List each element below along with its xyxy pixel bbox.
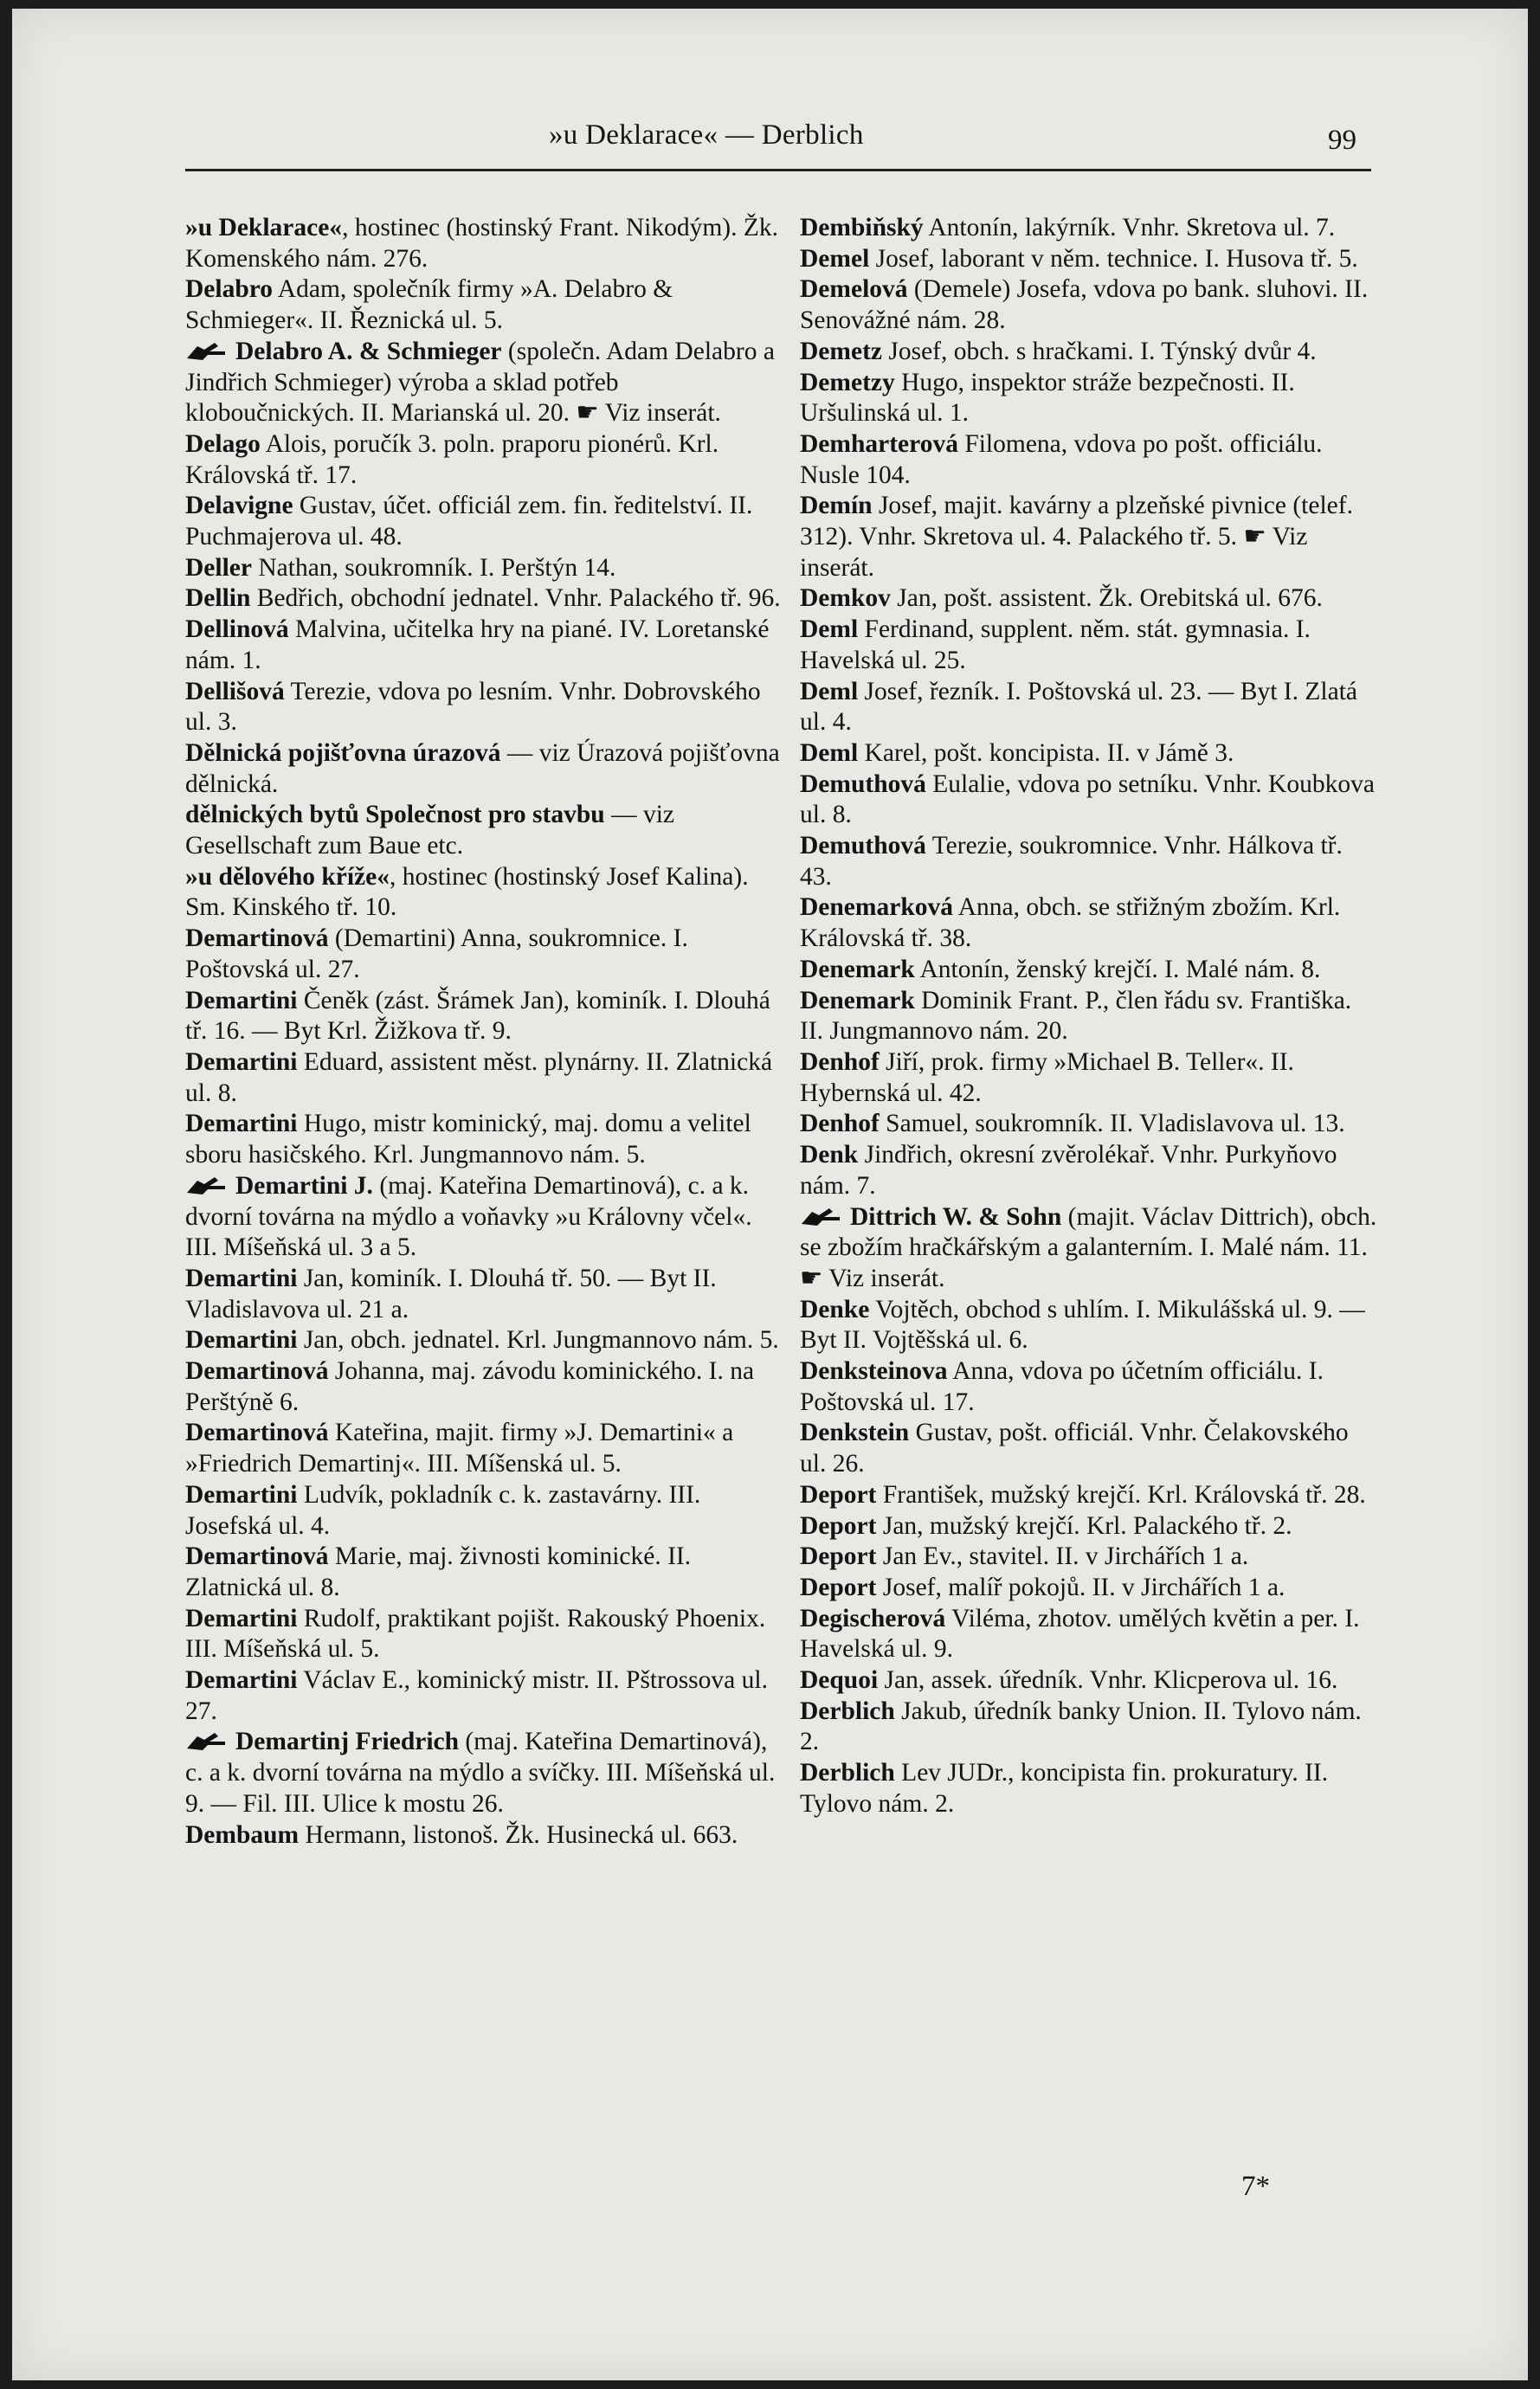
- directory-entry: [185, 274, 787, 336]
- pointing-hand-icon: [185, 1175, 229, 1196]
- pointing-hand-icon: [800, 1207, 843, 1227]
- directory-entry: [185, 1356, 787, 1418]
- entry-name: Denke: [800, 1295, 870, 1323]
- entry-name: Demharterová: [800, 429, 958, 458]
- directory-entry: [800, 1202, 1380, 1295]
- entry-name: Denemarková: [800, 893, 953, 922]
- directory-entry: [800, 1542, 1380, 1573]
- entry-name: Dembiňský: [800, 214, 924, 241]
- directory-entry: [800, 1665, 1380, 1697]
- entry-details: Josef, majit. kavárny a plzeňské pivnice (telef. 312). Vnhr. Skretova ul. 4. Palackého tř. 5. ☛ Viz inserát.: [800, 492, 1353, 582]
- header-rule: [185, 169, 1371, 171]
- directory-entry: [185, 429, 787, 491]
- directory-entry: [185, 553, 787, 584]
- entry-name: Demartinj Friedrich: [235, 1728, 460, 1756]
- entry-name: Demartini: [185, 1264, 298, 1292]
- entry-details: Hermann, listonoš. Žk. Husinecká ul. 663.: [299, 1820, 738, 1849]
- directory-entry: [800, 1573, 1380, 1604]
- entry-name: Demartinová: [185, 1357, 329, 1386]
- directory-entry: [800, 770, 1380, 831]
- entry-details: Filomena, vdova po pošt. officiálu. Nusle 104.: [800, 429, 1323, 489]
- directory-entry: [800, 677, 1380, 738]
- entry-name: Dělnická pojišťovna úrazová: [185, 738, 501, 767]
- directory-entry: [800, 429, 1380, 491]
- entry-details: Jan, pošt. assistent. Žk. Orebitská ul. 676.: [890, 584, 1323, 613]
- entry-name: Demartinová: [185, 924, 329, 953]
- entry-name: Demartinová: [185, 1542, 329, 1571]
- entry-name: Delabro A. & Schmieger: [235, 337, 502, 365]
- entry-name: Demkov: [800, 584, 891, 613]
- pointing-hand-icon: [185, 341, 229, 362]
- directory-entry: [185, 1820, 787, 1851]
- entry-name: Demetz: [800, 337, 882, 365]
- entry-details: Václav E., kominický mistr. II. Pštrossova ul. 27.: [185, 1666, 768, 1725]
- entry-details: (Demele) Josefa, vdova po bank. sluhovi. II. Senovážné nám. 28.: [800, 275, 1369, 335]
- directory-entry: [185, 924, 787, 985]
- directory-entry: [185, 1171, 787, 1264]
- entry-details: Jakub, úředník banky Union. II. Tylovo nám. 2.: [800, 1697, 1362, 1756]
- directory-entry: [185, 1325, 787, 1356]
- entry-name: dělnických bytů Společnost pro stavbu: [185, 801, 605, 829]
- entry-details: — viz Úrazová pojišťovna dělnická.: [185, 738, 780, 798]
- entry-name: Denkstein: [800, 1419, 910, 1447]
- entry-details: , hostinec (hostinský Frant. Nikodým). Žk. Komenského nám. 276.: [185, 214, 778, 273]
- pointing-hand-icon: [185, 1731, 229, 1752]
- left-column: [185, 213, 787, 1851]
- entry-name: Demartini: [185, 1326, 298, 1355]
- entry-details: (maj. Kateřina Demartinová), c. a k. dvorní továrna na mýdlo a voňavky »u Královny včel«. III. Míšeňská ul. 3 a 5.: [185, 1171, 752, 1262]
- entry-name: Demelová: [800, 275, 908, 304]
- signature-mark: 7*: [1241, 2171, 1270, 2202]
- entry-details: Josef, malíř pokojů. II. v Jirchářích 1 a.: [876, 1573, 1285, 1601]
- entry-details: Samuel, soukromník. II. Vladislavova ul. 13.: [879, 1110, 1345, 1138]
- entry-details: Eulalie, vdova po setníku. Vnhr. Koubkova ul. 8.: [800, 770, 1375, 829]
- directory-entry: [800, 244, 1380, 275]
- entry-name: Derblich: [800, 1697, 895, 1725]
- entry-details: Jan, assek. úředník. Vnhr. Klicperova ul. 16.: [878, 1666, 1338, 1695]
- directory-entry: [800, 831, 1380, 892]
- directory-entry: [800, 615, 1380, 676]
- entry-name: Delago: [185, 429, 261, 458]
- entry-name: Demartini: [185, 1604, 298, 1632]
- directory-entry: [185, 738, 787, 800]
- entry-name: Deport: [800, 1573, 877, 1601]
- directory-entry: [800, 1697, 1380, 1758]
- entry-details: Ludvík, pokladník c. k. zastavárny. III. Josefská ul. 4.: [185, 1480, 701, 1540]
- entry-details: Jindřich, okresní zvěrolékař. Vnhr. Purkyňovo nám. 7.: [800, 1141, 1337, 1200]
- entry-name: Demartini: [185, 1110, 298, 1138]
- directory-entry: [800, 213, 1380, 244]
- directory-entry: [185, 1542, 787, 1603]
- entry-name: Demel: [800, 244, 870, 273]
- directory-entry: [800, 368, 1380, 429]
- directory-entry: [185, 1665, 787, 1727]
- entry-name: Denksteinova: [800, 1357, 948, 1386]
- directory-entry: [185, 986, 787, 1047]
- right-column: [800, 213, 1380, 1820]
- entry-name: Denhof: [800, 1047, 880, 1076]
- entry-details: Josef, laborant v něm. technice. I. Husova tř. 5.: [869, 244, 1358, 273]
- directory-entry: [800, 491, 1380, 583]
- entry-name: Deller: [185, 553, 252, 582]
- entry-details: Rudolf, praktikant pojišt. Rakouský Phoenix. III. Míšeňská ul. 5.: [185, 1604, 766, 1664]
- directory-entry: [800, 1047, 1380, 1109]
- entry-details: Hugo, inspektor stráže bezpečnosti. II. Uršulinská ul. 1.: [800, 368, 1295, 428]
- entry-name: Dellišová: [185, 677, 285, 705]
- entry-details: Terezie, vdova po lesním. Vnhr. Dobrovského ul. 3.: [185, 677, 761, 737]
- directory-entry: [185, 677, 787, 738]
- entry-details: (majit. Václav Dittrich), obch. se zbožím hračkářským a galanterním. I. Malé nám. 11. ☛ Viz inserát.: [800, 1202, 1377, 1292]
- entry-name: Derblich: [800, 1759, 895, 1787]
- directory-entry: [800, 583, 1380, 615]
- directory-entry: [185, 583, 787, 615]
- entry-name: Demartini J.: [235, 1171, 373, 1200]
- entry-name: »u Deklarace«: [185, 214, 343, 241]
- directory-page: [12, 9, 1528, 2380]
- entry-name: Deml: [800, 677, 859, 705]
- directory-entry: [185, 1109, 787, 1170]
- entry-details: Anna, vdova po účetním officiálu. I. Poštovská ul. 17.: [800, 1357, 1324, 1416]
- directory-entry: [800, 955, 1380, 986]
- entry-details: Viléma, zhotov. umělých květin a per. I. Havelská ul. 9.: [800, 1604, 1360, 1664]
- entry-details: Alois, poručík 3. poln. praporu pionérů. Krl. Královská tř. 17.: [185, 429, 719, 489]
- entry-name: Demín: [800, 492, 873, 520]
- directory-entry: [185, 1418, 787, 1479]
- entry-details: Johanna, maj. závodu kominického. I. na Perštýně 6.: [185, 1357, 755, 1416]
- entry-details: Malvina, učitelka hry na piané. IV. Loretanské nám. 1.: [185, 615, 770, 674]
- directory-entry: [185, 615, 787, 676]
- directory-entry: [185, 1264, 787, 1325]
- entry-details: Terezie, soukromnice. Vnhr. Hálkova tř. 43.: [800, 832, 1343, 891]
- entry-details: , hostinec (hostinský Josef Kalina). Sm. Kinského tř. 10.: [185, 862, 749, 922]
- entry-details: Bedřich, obchodní jednatel. Vnhr. Palackého tř. 96.: [250, 584, 781, 613]
- directory-entry: [800, 337, 1380, 368]
- entry-name: Demartinová: [185, 1419, 329, 1447]
- entry-details: Čeněk (zást. Šrámek Jan), kominík. I. Dlouhá tř. 16. — Byt Krl. Žižkova tř. 9.: [185, 986, 770, 1046]
- entry-details: Vojtěch, obchod s uhlím. I. Mikulášská ul. 9. — Byt II. Vojtěšská ul. 6.: [800, 1295, 1365, 1355]
- entry-details: Jan, mužský krejčí. Krl. Palackého tř. 2.: [876, 1511, 1292, 1540]
- directory-entry: [800, 1418, 1380, 1479]
- directory-entry: [185, 213, 787, 274]
- directory-entry: [800, 986, 1380, 1047]
- directory-entry: [800, 1109, 1380, 1140]
- entry-details: Gustav, pošt. officiál. Vnhr. Čelakovského ul. 26.: [800, 1419, 1349, 1478]
- entry-name: Dellin: [185, 584, 251, 613]
- page-number: 99: [1328, 125, 1356, 156]
- entry-name: Deml: [800, 738, 859, 767]
- entry-name: Deport: [800, 1542, 877, 1571]
- entry-details: František, mužský krejčí. Krl. Královská tř. 28.: [876, 1480, 1366, 1509]
- entry-details: Lev JUDr., koncipista fin. prokuratury. II. Tylovo nám. 2.: [800, 1759, 1329, 1818]
- directory-entry: [185, 1727, 787, 1819]
- entry-details: (Demartini) Anna, soukromnice. I. Poštovská ul. 27.: [185, 924, 688, 983]
- entry-details: Jan Ev., stavitel. II. v Jirchářích 1 a.: [876, 1542, 1249, 1571]
- entry-details: Marie, maj. živnosti kominické. II. Zlatnická ul. 8.: [185, 1542, 692, 1601]
- directory-entry: [800, 738, 1380, 770]
- entry-details: (maj. Kateřina Demartinová), c. a k. dvorní továrna na mýdlo a svíčky. III. Míšeňská ul. 9. — Fil. III. Ulice k mostu 26.: [185, 1728, 776, 1818]
- running-header: »u Deklarace« — Derblich: [549, 119, 864, 151]
- directory-entry: [185, 491, 787, 552]
- directory-entry: [800, 1511, 1380, 1542]
- entry-details: — viz Gesellschaft zum Baue etc.: [185, 801, 674, 860]
- entry-name: Denemark: [800, 986, 915, 1014]
- entry-name: Dittrich W. & Sohn: [850, 1202, 1062, 1231]
- entry-details: Adam, společník firmy »A. Delabro & Schmieger«. II. Řeznická ul. 5.: [185, 275, 673, 335]
- directory-entry: [800, 892, 1380, 954]
- entry-details: Dominik Frant. P., člen řádu sv. Františka. II. Jungmannovo nám. 20.: [800, 986, 1352, 1046]
- entry-details: Gustav, účet. officiál zem. fin. ředitelství. II. Puchmajerova ul. 48.: [185, 492, 753, 551]
- directory-entry: [800, 1604, 1380, 1665]
- entry-name: Degischerová: [800, 1604, 946, 1632]
- entry-details: Kateřina, majit. firmy »J. Demartini« a »Friedrich Demartinj«. III. Míšenská ul. 5.: [185, 1419, 734, 1478]
- directory-entry: [185, 1480, 787, 1542]
- entry-details: Antonín, ženský krejčí. I. Malé nám. 8.: [914, 955, 1321, 983]
- entry-name: Demartini: [185, 1480, 298, 1509]
- entry-details: Antonín, lakýrník. Vnhr. Skretova ul. 7.: [923, 214, 1336, 241]
- entry-name: Demetzy: [800, 368, 895, 396]
- directory-entry: [185, 1047, 787, 1109]
- entry-name: Dembaum: [185, 1820, 300, 1849]
- directory-entry: [800, 1758, 1380, 1819]
- entry-details: Jan, kominík. I. Dlouhá tř. 50. — Byt II. Vladislavova ul. 21 a.: [185, 1264, 717, 1323]
- entry-name: Deport: [800, 1480, 877, 1509]
- entry-name: Denhof: [800, 1110, 880, 1138]
- directory-entry: [185, 337, 787, 429]
- directory-entry: [185, 1604, 787, 1665]
- entry-details: Josef, řezník. I. Poštovská ul. 23. — Byt I. Zlatá ul. 4.: [800, 677, 1357, 737]
- entry-details: (společn. Adam Delabro a Jindřich Schmieger) výroba a sklad potřeb kloboučnických. II. Marianská ul. 20. ☛ Viz inserát.: [185, 337, 775, 428]
- directory-entry: [185, 800, 787, 861]
- directory-entry: [800, 274, 1380, 336]
- entry-details: Josef, obch. s hračkami. I. Týnský dvůr 4.: [881, 337, 1317, 365]
- entry-details: Hugo, mistr kominický, maj. domu a velitel sboru hasičského. Krl. Jungmannovo nám. 5.: [185, 1110, 751, 1169]
- directory-entry: [800, 1480, 1380, 1511]
- entry-name: »u dělového kříže«: [185, 862, 390, 891]
- entry-name: Deport: [800, 1511, 877, 1540]
- entry-details: Nathan, soukromník. I. Perštýn 14.: [251, 553, 616, 582]
- directory-entry: [800, 1140, 1380, 1201]
- entry-name: Denemark: [800, 955, 915, 983]
- entry-name: Delavigne: [185, 492, 293, 520]
- entry-name: Demartini: [185, 1666, 298, 1695]
- entry-name: Demuthová: [800, 770, 926, 798]
- entry-name: Dellinová: [185, 615, 289, 644]
- entry-name: Demartini: [185, 1047, 298, 1076]
- directory-entry: [800, 1356, 1380, 1418]
- entry-name: Denk: [800, 1141, 859, 1169]
- entry-details: Jan, obch. jednatel. Krl. Jungmannovo nám. 5.: [297, 1326, 779, 1355]
- entry-details: Ferdinand, supplent. něm. stát. gymnasia. I. Havelská ul. 25.: [800, 615, 1311, 674]
- directory-entry: [185, 862, 787, 924]
- entry-details: Anna, obch. se střižným zbožím. Krl. Královská tř. 38.: [800, 893, 1341, 953]
- entry-name: Delabro: [185, 275, 274, 304]
- entry-details: Jiří, prok. firmy »Michael B. Teller«. II. Hybernská ul. 42.: [800, 1047, 1294, 1107]
- entry-name: Dequoi: [800, 1666, 879, 1695]
- entry-details: Eduard, assistent měst. plynárny. II. Zlatnická ul. 8.: [185, 1047, 773, 1107]
- entry-name: Demartini: [185, 986, 298, 1014]
- directory-entry: [800, 1295, 1380, 1356]
- entry-name: Demuthová: [800, 832, 926, 860]
- entry-details: Karel, pošt. koncipista. II. v Jámě 3.: [858, 738, 1234, 767]
- entry-name: Deml: [800, 615, 859, 644]
